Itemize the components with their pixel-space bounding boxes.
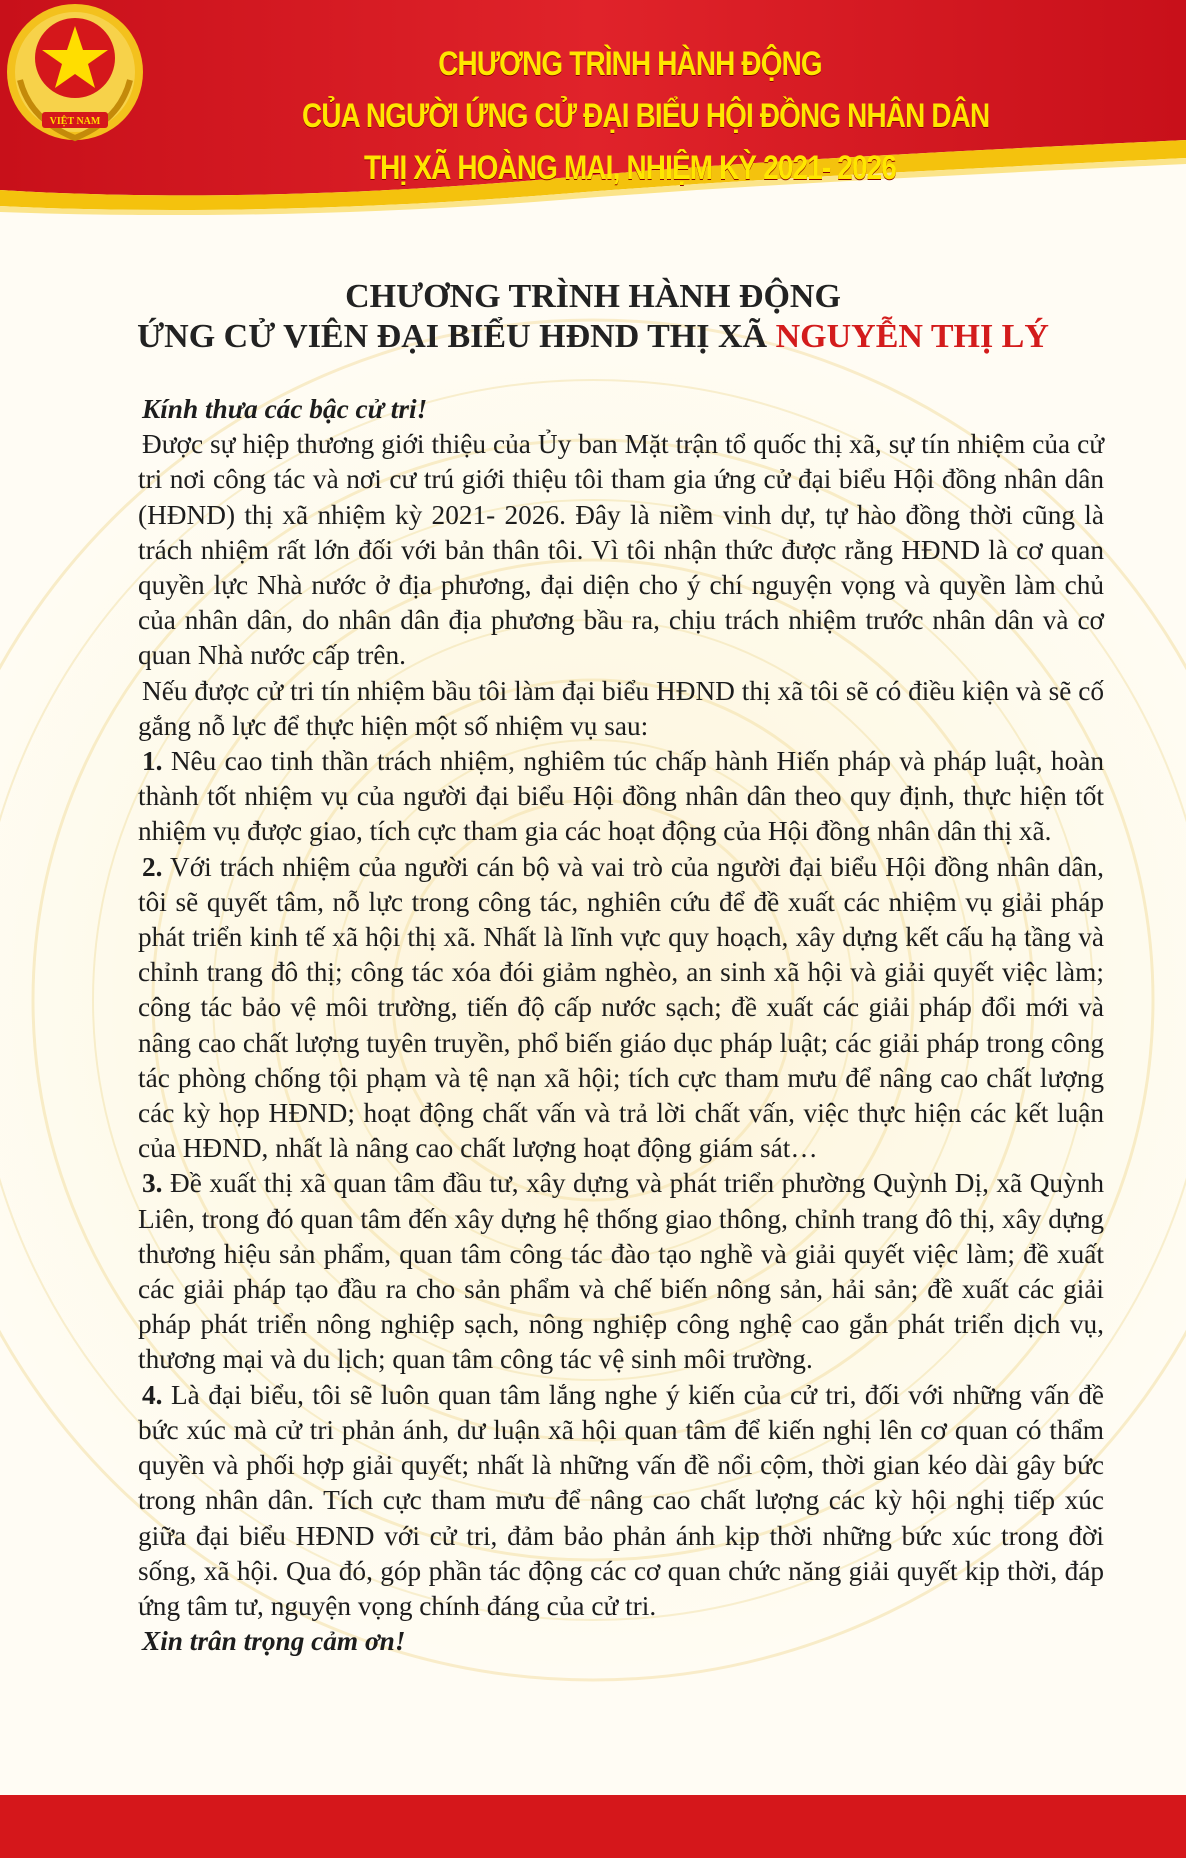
task-text: Nêu cao tinh thần trách nhiệm, nghiêm túc chấp hành Hiến pháp và pháp luật, hoàn thành tốt nhiệm vụ của người đại biểu Hội đồng nhân dân theo quy định, thực hiện tốt nhiệm vụ được giao, tích cực tham gia các hoạt động của Hội đồng nhân dân thị xã. [138,746,1104,847]
header-line-1: CHƯƠNG TRÌNH HÀNH ĐỘNG [438,45,822,83]
pledge-paragraph: Nếu được cử tri tín nhiệm bầu tôi làm đại biểu HĐND thị xã tôi sẽ có điều kiện và sẽ cố gắng nỗ lực để thực hiện một số nhiệm vụ sau: [138,675,1104,741]
task-text: Với trách nhiệm của người cán bộ và vai trò của người đại biểu Hội đồng nhân dân, tôi sẽ quyết tâm, nỗ lực trong công tác, nghiên cứu để đề xuất các nhiệm vụ giải pháp phát triển kinh tế xã hội thị xã. Nhất là lĩnh vực quy hoạch, xây dựng kết cấu hạ tầng và chỉnh trang đô thị; công tác xóa đói giảm nghèo, an sinh xã hội và giải quyết việc làm; công tác bảo vệ môi trường, tiến độ cấp nước sạch; đề xuất các giải pháp đổi mới và nâng cao chất lượng tuyên truyền, phổ biến giáo dục pháp luật; các giải pháp trong công tác phòng chống tội phạm và tệ nạn xã hội; tích cực tham mưu để nâng cao chất lượng các kỳ họp HĐND; hoạt động chất vấn và trả lời chất vấn, việc thực hiện các kết luận của HĐND, nhất là nâng cao chất lượng hoạt động giám sát… [138,851,1104,1164]
task-item-4 [138,1378,1104,1624]
task-text: Đề xuất thị xã quan tâm đầu tư, xây dựng và phát triển phường Quỳnh Dị, xã Quỳnh Liên, trong đó quan tâm đến xây dựng hệ thống giao thông, chỉnh trang đô thị, xây dựng thương hiệu sản phẩm, quan tâm công tác đào tạo nghề và giải quyết việc làm; đề xuất các giải pháp tạo đầu ra cho sản phẩm và chế biến nông sản, hải sản; đề xuất các giải pháp phát triển nông nghiệp sạch, nông nghiệp công nghệ cao gắn phát triển dịch vụ, thương mại và du lịch; quan tâm công tác vệ sinh môi trường. [138,1168,1104,1375]
intro-paragraph: Được sự hiệp thương giới thiệu của Ủy ban Mặt trận tổ quốc thị xã, sự tín nhiệm của cử tri nơi công tác và nơi cư trú giới thiệu tôi tham gia ứng cử đại biểu Hội đồng nhân dân (HĐND) thị xã nhiệm kỳ 2021- 2026. Đây là niềm vinh dự, tự hào đồng thời cũng là trách nhiệm rất lớn đối với bản thân tôi. Vì tôi nhận thức được rằng HĐND là cơ quan quyền lực Nhà nước ở địa phương, đại diện cho ý chí nguyện vọng và quyền làm chủ của nhân dân, do nhân dân địa phương bầu ra, chịu trách nhiệm trước nhân dân và cơ quan Nhà nước cấp trên. [138,429,1104,671]
task-number: 4. [142,1379,163,1410]
task-item-2 [138,850,1104,1167]
task-item-3 [138,1166,1104,1377]
svg-text:VIỆT NAM: VIỆT NAM [49,116,101,127]
program-content [138,392,1104,1659]
task-text: Là đại biểu, tôi sẽ luôn quan tâm lắng nghe ý kiến của cử tri, đối với những vấn đề bức xúc mà cử tri phản ánh, dư luận xã hội quan tâm để kiến nghị lên cơ quan có thẩm quyền và phối hợp giải quyết; nhất là những vấn đề nổi cộm, thời gian kéo dài gây bức trong nhân dân. Tích cực tham mưu để nâng cao chất lượng các kỳ hội nghị tiếp xúc giữa đại biểu HĐND với cử tri, đảm bảo phản ánh kịp thời những bức xúc trong đời sống, xã hội. Qua đó, góp phần tác động các cơ quan chức năng giải quyết kịp thời, đáp ứng tâm tư, nguyện vọng chính đáng của cử tri. [138,1379,1104,1621]
task-number: 3. [142,1168,163,1199]
document-title: CHƯƠNG TRÌNH HÀNH ĐỘNG [345,278,841,315]
header-line-2: CỦA NGƯỜI ỨNG CỬ ĐẠI BIỂU HỘI ĐỒNG NHÂN DÂN [302,97,990,135]
national-emblem-icon [0,0,150,150]
footer-band [0,1795,1186,1858]
candidate-name: NGUYỄN THỊ LÝ [775,318,1049,355]
task-item-1 [138,744,1104,850]
header-banner [0,0,1186,215]
header-line-3: THỊ XÃ HOÀNG MAI, NHIỆM KỲ 2021- 2026 [363,149,897,187]
task-number: 1. [142,746,163,777]
subtitle-prefix: ỨNG CỬ VIÊN ĐẠI BIỂU HĐND THỊ XÃ [137,318,776,355]
task-number: 2. [142,851,163,882]
closing: Xin trân trọng cảm ơn! [142,1626,406,1657]
greeting: Kính thưa các bậc cử tri! [142,394,428,424]
header-title [230,38,1030,194]
document-subtitle [0,318,1186,356]
